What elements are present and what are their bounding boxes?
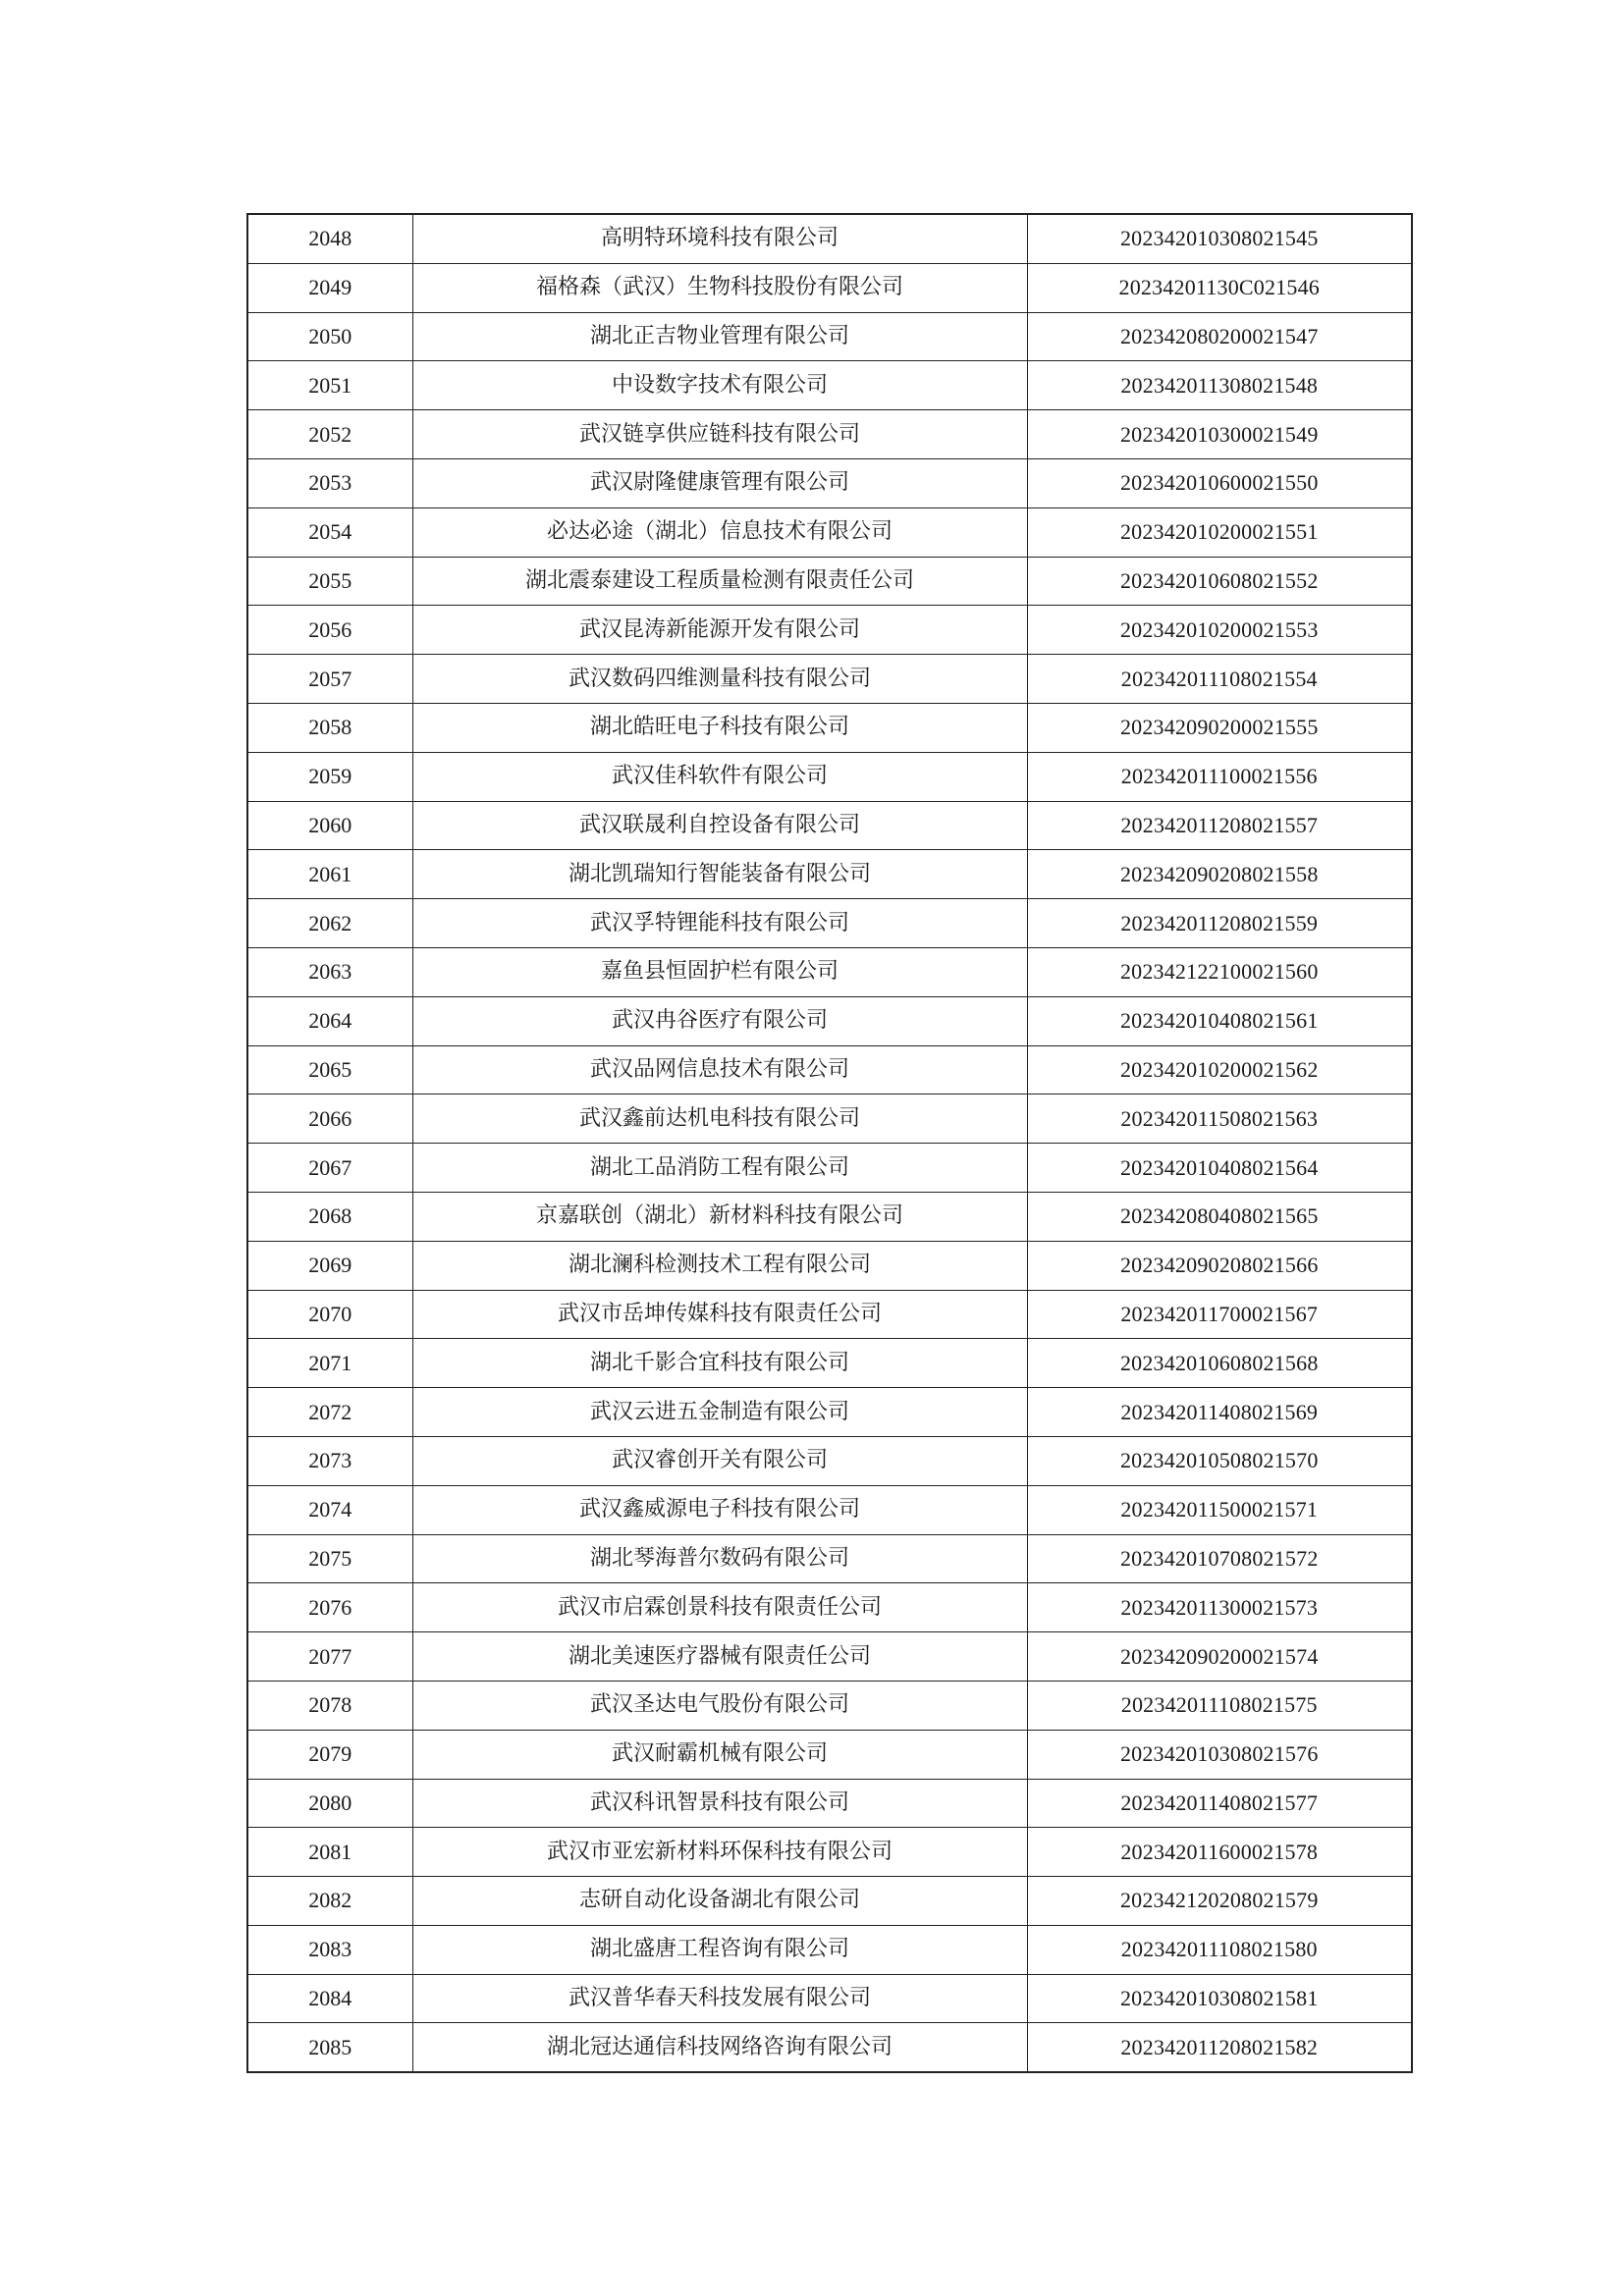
- company-name-cell: 武汉耐霸机械有限公司: [412, 1730, 1027, 1779]
- company-name-cell: 湖北正吉物业管理有限公司: [412, 312, 1027, 361]
- company-name-cell: 武汉鑫前达机电科技有限公司: [412, 1095, 1027, 1144]
- registration-code-cell: 202342010308021576: [1027, 1730, 1412, 1779]
- registration-code-cell: 202342090200021555: [1027, 703, 1412, 752]
- table-row: [247, 2023, 1412, 2072]
- table-row: [247, 1241, 1412, 1290]
- registration-code-cell: 202342010508021570: [1027, 1436, 1412, 1485]
- company-name-cell: 武汉孚特锂能科技有限公司: [412, 899, 1027, 948]
- company-name-cell: 高明特环境科技有限公司: [412, 214, 1027, 263]
- company-name-cell: 湖北琴海普尔数码有限公司: [412, 1534, 1027, 1583]
- table-row: [247, 947, 1412, 996]
- row-number-cell: 2075: [247, 1534, 412, 1583]
- registration-code-cell: 202342090208021566: [1027, 1241, 1412, 1290]
- registration-code-cell: 202342011508021563: [1027, 1095, 1412, 1144]
- company-name-cell: 武汉数码四维测量科技有限公司: [412, 655, 1027, 704]
- table-row: [247, 1632, 1412, 1682]
- row-number-cell: 2050: [247, 312, 412, 361]
- table-row: [247, 996, 1412, 1045]
- table-row: [247, 1779, 1412, 1828]
- row-number-cell: 2065: [247, 1045, 412, 1095]
- table-row: [247, 850, 1412, 899]
- row-number-cell: 2069: [247, 1241, 412, 1290]
- table-row: [247, 458, 1412, 507]
- company-name-cell: 武汉冉谷医疗有限公司: [412, 996, 1027, 1045]
- company-name-cell: 湖北皓旺电子科技有限公司: [412, 703, 1027, 752]
- table-row: [247, 1045, 1412, 1095]
- row-number-cell: 2085: [247, 2023, 412, 2072]
- table-row: [247, 1534, 1412, 1583]
- registration-code-cell: 202342011208021557: [1027, 801, 1412, 850]
- registration-code-cell: 202342010408021561: [1027, 996, 1412, 1045]
- registration-code-cell: 202342080200021547: [1027, 312, 1412, 361]
- company-name-cell: 湖北盛唐工程咨询有限公司: [412, 1925, 1027, 1974]
- registration-code-cell: 202342010408021564: [1027, 1144, 1412, 1193]
- row-number-cell: 2061: [247, 850, 412, 899]
- company-name-cell: 湖北澜科检测技术工程有限公司: [412, 1241, 1027, 1290]
- row-number-cell: 2073: [247, 1436, 412, 1485]
- company-name-cell: 湖北美速医疗器械有限责任公司: [412, 1632, 1027, 1682]
- table-row: [247, 1583, 1412, 1632]
- registration-code-cell: 202342011700021567: [1027, 1290, 1412, 1339]
- company-name-cell: 志研自动化设备湖北有限公司: [412, 1877, 1027, 1926]
- registration-code-cell: 202342011408021569: [1027, 1388, 1412, 1437]
- company-name-cell: 京嘉联创（湖北）新材料科技有限公司: [412, 1192, 1027, 1241]
- table-row: [247, 801, 1412, 850]
- table-row: [247, 312, 1412, 361]
- registration-code-cell: 202342011108021554: [1027, 655, 1412, 704]
- row-number-cell: 2063: [247, 947, 412, 996]
- company-name-cell: 武汉链享供应链科技有限公司: [412, 410, 1027, 459]
- registration-code-cell: 202342011108021575: [1027, 1681, 1412, 1730]
- company-registry-table: [246, 213, 1413, 2073]
- company-name-cell: 武汉科讯智景科技有限公司: [412, 1779, 1027, 1828]
- row-number-cell: 2056: [247, 606, 412, 655]
- row-number-cell: 2049: [247, 263, 412, 312]
- table-row: [247, 655, 1412, 704]
- company-name-cell: 湖北千影合宜科技有限公司: [412, 1339, 1027, 1388]
- table-row: [247, 606, 1412, 655]
- registration-code-cell: 20234201130C021546: [1027, 263, 1412, 312]
- company-name-cell: 武汉普华春天科技发展有限公司: [412, 1974, 1027, 2023]
- row-number-cell: 2057: [247, 655, 412, 704]
- company-name-cell: 武汉市岳坤传媒科技有限责任公司: [412, 1290, 1027, 1339]
- company-name-cell: 湖北凯瑞知行智能装备有限公司: [412, 850, 1027, 899]
- registration-code-cell: 202342011208021559: [1027, 899, 1412, 948]
- registration-code-cell: 202342011500021571: [1027, 1485, 1412, 1534]
- registration-code-cell: 202342090200021574: [1027, 1632, 1412, 1682]
- table-row: [247, 752, 1412, 801]
- row-number-cell: 2055: [247, 557, 412, 606]
- table-row: [247, 1095, 1412, 1144]
- row-number-cell: 2053: [247, 458, 412, 507]
- company-name-cell: 武汉云进五金制造有限公司: [412, 1388, 1027, 1437]
- table-row: [247, 1144, 1412, 1193]
- row-number-cell: 2059: [247, 752, 412, 801]
- row-number-cell: 2048: [247, 214, 412, 263]
- table-row: [247, 1485, 1412, 1534]
- registration-code-cell: 202342010708021572: [1027, 1534, 1412, 1583]
- row-number-cell: 2071: [247, 1339, 412, 1388]
- registration-code-cell: 202342010600021550: [1027, 458, 1412, 507]
- table-row: [247, 1730, 1412, 1779]
- company-name-cell: 武汉市亚宏新材料环保科技有限公司: [412, 1828, 1027, 1877]
- registration-code-cell: 202342122100021560: [1027, 947, 1412, 996]
- company-name-cell: 武汉联晟利自控设备有限公司: [412, 801, 1027, 850]
- row-number-cell: 2083: [247, 1925, 412, 1974]
- row-number-cell: 2070: [247, 1290, 412, 1339]
- row-number-cell: 2079: [247, 1730, 412, 1779]
- table-row: [247, 1925, 1412, 1974]
- table-row: [247, 1681, 1412, 1730]
- company-name-cell: 武汉昆涛新能源开发有限公司: [412, 606, 1027, 655]
- table-row: [247, 361, 1412, 410]
- registration-code-cell: 202342010308021545: [1027, 214, 1412, 263]
- registration-code-cell: 202342010300021549: [1027, 410, 1412, 459]
- row-number-cell: 2058: [247, 703, 412, 752]
- row-number-cell: 2060: [247, 801, 412, 850]
- company-name-cell: 中设数字技术有限公司: [412, 361, 1027, 410]
- table-row: [247, 1436, 1412, 1485]
- table-row: [247, 263, 1412, 312]
- table-row: [247, 1828, 1412, 1877]
- table-row: [247, 1974, 1412, 2023]
- row-number-cell: 2077: [247, 1632, 412, 1682]
- table-row: [247, 557, 1412, 606]
- table-row: [247, 410, 1412, 459]
- registration-code-cell: 202342011100021556: [1027, 752, 1412, 801]
- row-number-cell: 2068: [247, 1192, 412, 1241]
- row-number-cell: 2062: [247, 899, 412, 948]
- registration-code-cell: 202342010608021552: [1027, 557, 1412, 606]
- registration-code-cell: 202342080408021565: [1027, 1192, 1412, 1241]
- row-number-cell: 2084: [247, 1974, 412, 2023]
- row-number-cell: 2074: [247, 1485, 412, 1534]
- row-number-cell: 2078: [247, 1681, 412, 1730]
- company-name-cell: 必达必途（湖北）信息技术有限公司: [412, 507, 1027, 557]
- company-name-cell: 湖北震泰建设工程质量检测有限责任公司: [412, 557, 1027, 606]
- registration-code-cell: 202342010200021562: [1027, 1045, 1412, 1095]
- row-number-cell: 2080: [247, 1779, 412, 1828]
- table-row: [247, 1339, 1412, 1388]
- company-name-cell: 武汉尉隆健康管理有限公司: [412, 458, 1027, 507]
- row-number-cell: 2051: [247, 361, 412, 410]
- table-row: [247, 1877, 1412, 1926]
- company-name-cell: 福格森（武汉）生物科技股份有限公司: [412, 263, 1027, 312]
- registration-code-cell: 202342010608021568: [1027, 1339, 1412, 1388]
- row-number-cell: 2067: [247, 1144, 412, 1193]
- table-row: [247, 1290, 1412, 1339]
- row-number-cell: 2066: [247, 1095, 412, 1144]
- company-name-cell: 湖北冠达通信科技网络咨询有限公司: [412, 2023, 1027, 2072]
- table-row: [247, 899, 1412, 948]
- row-number-cell: 2064: [247, 996, 412, 1045]
- row-number-cell: 2081: [247, 1828, 412, 1877]
- table-row: [247, 703, 1412, 752]
- registration-code-cell: 202342011208021582: [1027, 2023, 1412, 2072]
- row-number-cell: 2072: [247, 1388, 412, 1437]
- registration-code-cell: 202342010200021551: [1027, 507, 1412, 557]
- company-name-cell: 武汉佳科软件有限公司: [412, 752, 1027, 801]
- company-name-cell: 武汉市启霖创景科技有限责任公司: [412, 1583, 1027, 1632]
- row-number-cell: 2052: [247, 410, 412, 459]
- registration-code-cell: 202342011408021577: [1027, 1779, 1412, 1828]
- company-name-cell: 嘉鱼县恒固护栏有限公司: [412, 947, 1027, 996]
- table-row: [247, 507, 1412, 557]
- company-name-cell: 湖北工品消防工程有限公司: [412, 1144, 1027, 1193]
- company-name-cell: 武汉睿创开关有限公司: [412, 1436, 1027, 1485]
- registration-code-cell: 202342011108021580: [1027, 1925, 1412, 1974]
- registration-code-cell: 202342090208021558: [1027, 850, 1412, 899]
- registration-code-cell: 202342120208021579: [1027, 1877, 1412, 1926]
- row-number-cell: 2082: [247, 1877, 412, 1926]
- registration-code-cell: 202342010308021581: [1027, 1974, 1412, 2023]
- table-row: [247, 1388, 1412, 1437]
- row-number-cell: 2054: [247, 507, 412, 557]
- registration-code-cell: 202342011308021548: [1027, 361, 1412, 410]
- table-row: [247, 214, 1412, 263]
- registration-code-cell: 202342011600021578: [1027, 1828, 1412, 1877]
- registry-table-body: [247, 214, 1412, 2072]
- company-name-cell: 武汉品网信息技术有限公司: [412, 1045, 1027, 1095]
- registration-code-cell: 202342011300021573: [1027, 1583, 1412, 1632]
- row-number-cell: 2076: [247, 1583, 412, 1632]
- table-row: [247, 1192, 1412, 1241]
- company-name-cell: 武汉鑫威源电子科技有限公司: [412, 1485, 1027, 1534]
- company-name-cell: 武汉圣达电气股份有限公司: [412, 1681, 1027, 1730]
- registration-code-cell: 202342010200021553: [1027, 606, 1412, 655]
